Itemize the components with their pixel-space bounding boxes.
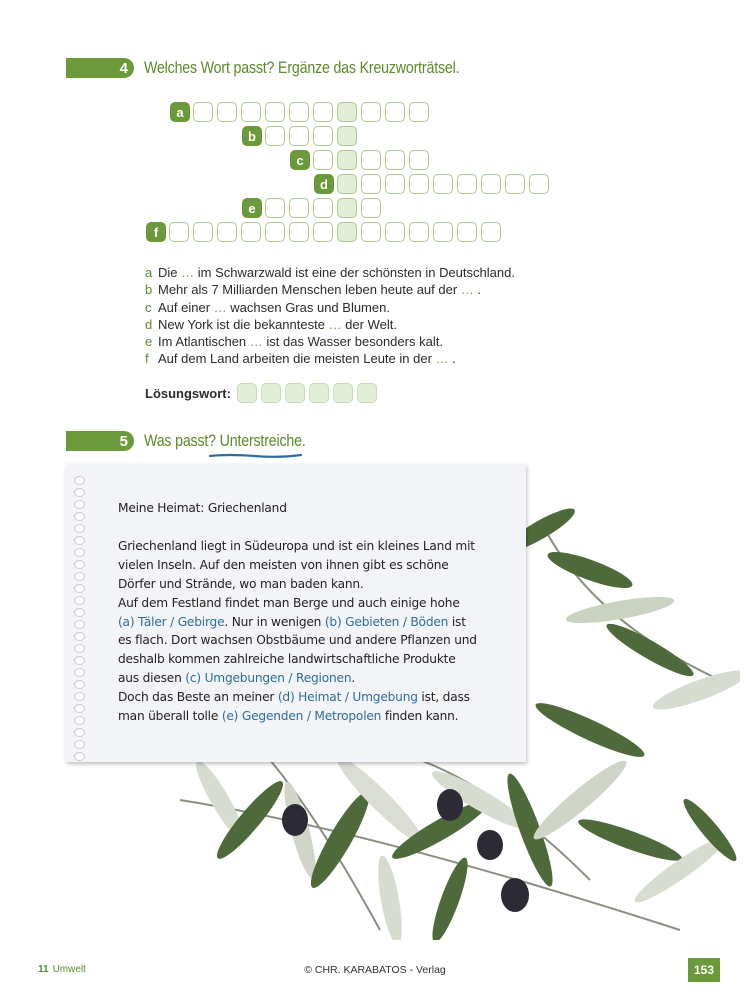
clue-text-start: Auf einer — [158, 299, 214, 315]
clue-gap: … — [328, 316, 342, 332]
clue-letter: d — [145, 316, 153, 332]
exercise-title: Welches Wort passt? Ergänze das Kreuzworträtsel. — [144, 58, 460, 77]
crossword-cell[interactable] — [361, 174, 381, 194]
publisher: © CHR. KARABATOS - Verlag — [304, 964, 446, 976]
clue-letter: b — [145, 282, 153, 298]
crossword-cell[interactable] — [361, 102, 381, 122]
handwritten-text — [118, 499, 518, 726]
clue-text-end: ist das Wasser besonders kalt. — [262, 334, 443, 350]
crossword-cell[interactable] — [289, 198, 309, 218]
solution-cell[interactable] — [357, 383, 377, 403]
crossword-cell[interactable] — [337, 198, 357, 218]
spiral-ring — [74, 572, 85, 581]
crossword-cell[interactable] — [265, 222, 285, 242]
clue-text-start: New York ist die bekannteste — [158, 316, 329, 332]
chapter-number: 11 — [38, 964, 49, 975]
crossword-cell[interactable] — [385, 102, 405, 122]
crossword-cell[interactable] — [337, 222, 357, 242]
crossword-cell[interactable] — [385, 174, 405, 194]
crossword-cell[interactable] — [313, 102, 333, 122]
clue-text-end: wachsen Gras und Blumen. — [226, 299, 390, 315]
clue-gap: … — [213, 299, 227, 315]
crossword-cell[interactable] — [169, 222, 189, 242]
spiral-ring — [74, 620, 85, 629]
clue-text — [158, 299, 390, 316]
crossword-letter-b: b — [242, 126, 262, 146]
spiral-ring — [74, 500, 85, 509]
exercise-title — [144, 432, 306, 451]
clue-text-start: Auf dem Land arbeiten die meisten Leute in der — [158, 351, 436, 367]
note-line — [118, 688, 518, 707]
note-line — [118, 556, 518, 575]
clue-text-start: Mehr als 7 Milliarden Menschen leben heute auf der — [158, 282, 461, 298]
crossword-cell[interactable] — [361, 150, 381, 170]
note-text: deshalb kommen zahlreiche landwirtschaftliche Produkte — [118, 652, 456, 667]
crossword-cell[interactable] — [481, 174, 501, 194]
crossword-cell[interactable] — [409, 150, 429, 170]
crossword-cell[interactable] — [337, 174, 357, 194]
clue-e — [145, 333, 515, 350]
note-text: Doch das Beste an meiner — [118, 690, 278, 705]
spiral-ring — [74, 656, 85, 665]
spiral-ring — [74, 536, 85, 545]
crossword-cell[interactable] — [385, 150, 405, 170]
exercise-5-header — [66, 431, 332, 451]
note-text: ist — [448, 614, 466, 629]
spiral-ring — [74, 668, 85, 677]
title-prefix: Was passt? — [144, 431, 220, 450]
note-text: finden kann. — [381, 709, 459, 724]
solution-cell[interactable] — [237, 383, 257, 403]
note-line — [118, 707, 518, 726]
spiral-ring — [74, 560, 85, 569]
spiral-ring — [74, 608, 85, 617]
clue-letter: f — [145, 351, 149, 367]
word-choice[interactable]: (b) Gebieten / Böden — [324, 614, 449, 629]
solution-cell[interactable] — [285, 383, 305, 403]
spiral-ring — [74, 644, 85, 653]
clue-a — [145, 264, 515, 281]
exercise-number: 4 — [66, 58, 134, 78]
crossword-cell[interactable] — [457, 222, 477, 242]
note-line — [118, 650, 518, 669]
crossword-cell[interactable] — [361, 198, 381, 218]
clue-text — [158, 316, 397, 333]
crossword-cell[interactable] — [361, 222, 381, 242]
spiral-ring — [74, 680, 85, 689]
note-text: vielen Inseln. Auf den meisten von ihnen gibt es schöne — [118, 557, 449, 572]
page-number: 153 — [688, 958, 720, 982]
clue-letter: e — [145, 334, 153, 350]
crossword-cell[interactable] — [193, 222, 213, 242]
note-text: ist, dass — [417, 690, 470, 705]
word-choice[interactable]: (c) Umgebungen / Regionen — [185, 671, 352, 686]
crossword-cell[interactable] — [289, 102, 309, 122]
spiral-ring — [74, 632, 85, 641]
note-text: aus diesen — [118, 671, 186, 686]
note-text: Dörfer und Strände, wo man baden kann. — [118, 576, 364, 591]
note-text: . — [351, 671, 356, 686]
solution-cell[interactable] — [261, 383, 281, 403]
clue-gap: … — [181, 265, 195, 280]
crossword-cell[interactable] — [457, 174, 477, 194]
crossword-cell[interactable] — [409, 174, 429, 194]
title-underlined: Unterstreiche. — [219, 431, 306, 450]
clue-text — [158, 281, 481, 298]
clue-gap: … — [435, 351, 449, 367]
crossword-cell[interactable] — [337, 126, 357, 146]
crossword-cell[interactable] — [529, 174, 549, 194]
spiral-ring — [74, 548, 85, 557]
clue-text-start: Die — [158, 265, 182, 280]
clue-b — [145, 281, 515, 298]
clue-text-end: im Schwarzwald ist eine der schönsten in Deutschland. — [194, 265, 515, 280]
clue-c — [145, 299, 515, 316]
crossword-cell[interactable] — [313, 222, 333, 242]
note-text: Auf dem Festland findet man Berge und auch einige hohe — [118, 595, 460, 610]
crossword-cell[interactable] — [313, 198, 333, 218]
crossword-cell[interactable] — [289, 126, 309, 146]
spiral-ring — [74, 596, 85, 605]
clue-gap: … — [460, 282, 474, 298]
exercise-4-header — [66, 58, 511, 78]
spiral-ring — [74, 740, 85, 749]
word-choice[interactable]: (e) Gegenden / Metropolen — [221, 709, 382, 724]
solution-cell[interactable] — [309, 383, 329, 403]
spiral-ring — [74, 476, 85, 485]
crossword-cell[interactable] — [265, 102, 285, 122]
underline-stroke — [209, 452, 303, 460]
clue-gap: … — [249, 334, 263, 350]
clue-text-start: Im Atlantischen — [158, 334, 250, 350]
spiral-ring — [74, 512, 85, 521]
crossword-cell[interactable] — [265, 126, 285, 146]
note-heading: Meine Heimat: Griechenland — [118, 501, 287, 515]
crossword-cell[interactable] — [337, 102, 357, 122]
crossword-cell[interactable] — [217, 222, 237, 242]
crossword-cell[interactable] — [409, 102, 429, 122]
crossword-letter-d: d — [314, 174, 334, 194]
exercise-number: 5 — [66, 431, 134, 451]
clue-text — [158, 350, 456, 367]
crossword-cell[interactable] — [385, 222, 405, 242]
crossword-cell[interactable] — [241, 102, 261, 122]
crossword-cell[interactable] — [337, 150, 357, 170]
spiral-ring — [74, 584, 85, 593]
word-choice[interactable]: (d) Heimat / Umgebung — [277, 690, 418, 705]
clue-text-end: der Welt. — [341, 316, 397, 332]
spiral-ring — [74, 752, 85, 761]
word-choice[interactable]: (a) Täler / Gebirge — [118, 614, 225, 629]
crossword-cell[interactable] — [217, 102, 237, 122]
note-text: . Nur in wenigen — [224, 614, 325, 629]
crossword-letter-a: a — [170, 102, 190, 122]
clue-text — [158, 333, 443, 350]
note-line — [118, 669, 518, 688]
note-text: Griechenland liegt in Südeuropa und ist ein kleines Land mit — [118, 538, 475, 553]
solution-word — [145, 383, 381, 403]
crossword-cell[interactable] — [289, 222, 309, 242]
crossword-cell[interactable] — [241, 222, 261, 242]
clue-f — [145, 350, 515, 367]
crossword-cell[interactable] — [409, 222, 429, 242]
note-text: man überall tolle — [118, 709, 222, 724]
spiral-ring — [74, 488, 85, 497]
clue-letter: a — [145, 265, 153, 280]
crossword-cell[interactable] — [313, 150, 333, 170]
crossword-cell[interactable] — [313, 126, 333, 146]
spiral-ring — [74, 692, 85, 701]
crossword-cell[interactable] — [265, 198, 285, 218]
note-text: es flach. Dort wachsen Obstbäume und andere Pflanzen und — [118, 633, 477, 648]
clue-text-end: . — [473, 282, 482, 298]
crossword-cell[interactable] — [505, 174, 525, 194]
crossword-letter-f: f — [146, 222, 166, 242]
crossword-cell[interactable] — [433, 222, 453, 242]
crossword-cell[interactable] — [433, 174, 453, 194]
clue-d — [145, 316, 515, 333]
note-paper — [66, 464, 526, 762]
clue-list — [145, 264, 515, 368]
crossword-letter-e: e — [242, 198, 262, 218]
solution-label: Lösungswort: — [145, 385, 231, 401]
note-line — [118, 631, 518, 650]
crossword-cell[interactable] — [481, 222, 501, 242]
spiral-ring — [74, 524, 85, 533]
crossword-cell[interactable] — [193, 102, 213, 122]
clue-text — [158, 264, 515, 281]
spiral-ring — [74, 728, 85, 737]
note-line — [118, 594, 518, 613]
note-line — [118, 537, 518, 556]
note-line — [118, 613, 518, 632]
solution-cell[interactable] — [333, 383, 353, 403]
note-line — [118, 575, 518, 594]
chapter-name: Umwelt — [52, 964, 86, 975]
spiral-ring — [74, 716, 85, 725]
clue-letter: c — [145, 299, 152, 315]
clue-text-end: . — [448, 351, 456, 367]
spiral-ring — [74, 704, 85, 713]
crossword-letter-c: c — [290, 150, 310, 170]
